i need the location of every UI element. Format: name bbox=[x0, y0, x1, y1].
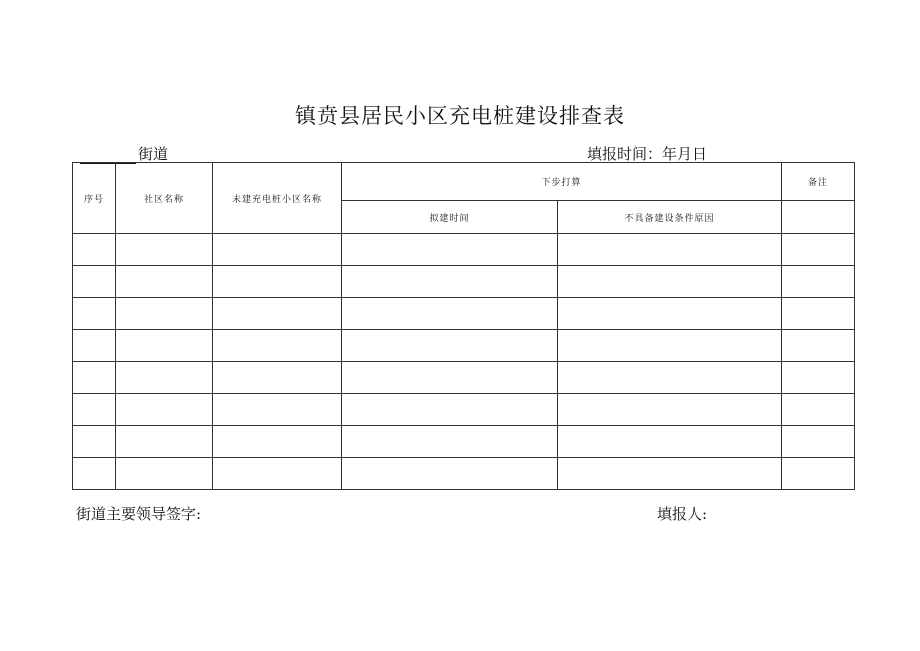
table-cell[interactable] bbox=[116, 426, 213, 458]
table-cell[interactable] bbox=[213, 330, 342, 362]
table-row bbox=[73, 458, 855, 490]
table-row bbox=[73, 266, 855, 298]
table-cell[interactable] bbox=[116, 234, 213, 266]
reporter-label: 填报人: bbox=[657, 505, 708, 523]
table-cell[interactable] bbox=[116, 330, 213, 362]
table-cell[interactable] bbox=[558, 426, 782, 458]
table-cell[interactable] bbox=[116, 458, 213, 490]
table-row bbox=[73, 234, 855, 266]
header-planned-time: 拟建时间 bbox=[342, 201, 558, 234]
table-cell[interactable] bbox=[116, 298, 213, 330]
table-cell[interactable] bbox=[782, 234, 855, 266]
table-cell[interactable] bbox=[73, 394, 116, 426]
table-cell[interactable] bbox=[342, 458, 558, 490]
table-cell[interactable] bbox=[342, 362, 558, 394]
table-cell[interactable] bbox=[73, 330, 116, 362]
header-reason: 不具备建设条件原因 bbox=[558, 201, 782, 234]
table-cell[interactable] bbox=[342, 330, 558, 362]
table-row bbox=[73, 362, 855, 394]
table-cell[interactable] bbox=[782, 394, 855, 426]
table-row bbox=[73, 330, 855, 362]
table-cell[interactable] bbox=[782, 266, 855, 298]
table-cell[interactable] bbox=[213, 394, 342, 426]
table-cell[interactable] bbox=[342, 298, 558, 330]
table-cell[interactable] bbox=[342, 266, 558, 298]
leader-signature-label: 街道主要领导签字: bbox=[76, 505, 202, 523]
table-cell[interactable] bbox=[116, 394, 213, 426]
table-cell[interactable] bbox=[73, 298, 116, 330]
table-cell[interactable] bbox=[782, 362, 855, 394]
table-cell[interactable] bbox=[558, 362, 782, 394]
table-cell[interactable] bbox=[342, 426, 558, 458]
header-community: 社区名称 bbox=[116, 163, 213, 234]
survey-table bbox=[72, 162, 855, 490]
header-remark: 备注 bbox=[782, 163, 855, 201]
table-cell[interactable] bbox=[73, 234, 116, 266]
table-cell[interactable] bbox=[116, 266, 213, 298]
table-cell[interactable] bbox=[73, 426, 116, 458]
street-field bbox=[80, 143, 168, 164]
report-time-label: 填报时间：年月日 bbox=[587, 145, 708, 163]
page-title: 镇贲县居民小区充电桩建设排查表 bbox=[295, 104, 625, 128]
table-cell[interactable] bbox=[558, 234, 782, 266]
header-index: 序号 bbox=[73, 163, 116, 234]
header-unbuilt-community: 未建充电桩小区名称 bbox=[213, 163, 342, 234]
table-cell[interactable] bbox=[558, 458, 782, 490]
table-cell[interactable] bbox=[558, 330, 782, 362]
table-cell[interactable] bbox=[782, 426, 855, 458]
table-cell[interactable] bbox=[213, 426, 342, 458]
table-cell[interactable] bbox=[558, 394, 782, 426]
table-cell[interactable] bbox=[342, 234, 558, 266]
table-row bbox=[73, 298, 855, 330]
table-cell[interactable] bbox=[73, 266, 116, 298]
table-cell[interactable] bbox=[116, 362, 213, 394]
table-cell[interactable] bbox=[213, 234, 342, 266]
table-cell[interactable] bbox=[342, 394, 558, 426]
table-cell[interactable] bbox=[73, 458, 116, 490]
table-row bbox=[73, 394, 855, 426]
table-cell[interactable] bbox=[782, 330, 855, 362]
table-row bbox=[73, 426, 855, 458]
street-label: 街道 bbox=[138, 145, 169, 163]
table-cell[interactable] bbox=[213, 362, 342, 394]
header-remark-blank bbox=[782, 201, 855, 234]
table-cell[interactable] bbox=[73, 362, 116, 394]
table-cell[interactable] bbox=[558, 266, 782, 298]
table-cell[interactable] bbox=[782, 458, 855, 490]
table-cell[interactable] bbox=[782, 298, 855, 330]
header-next-plan: 下步打算 bbox=[342, 163, 782, 201]
table-header-row bbox=[73, 163, 855, 201]
table-cell[interactable] bbox=[213, 458, 342, 490]
table-cell[interactable] bbox=[213, 298, 342, 330]
table-cell[interactable] bbox=[558, 298, 782, 330]
table-cell[interactable] bbox=[213, 266, 342, 298]
